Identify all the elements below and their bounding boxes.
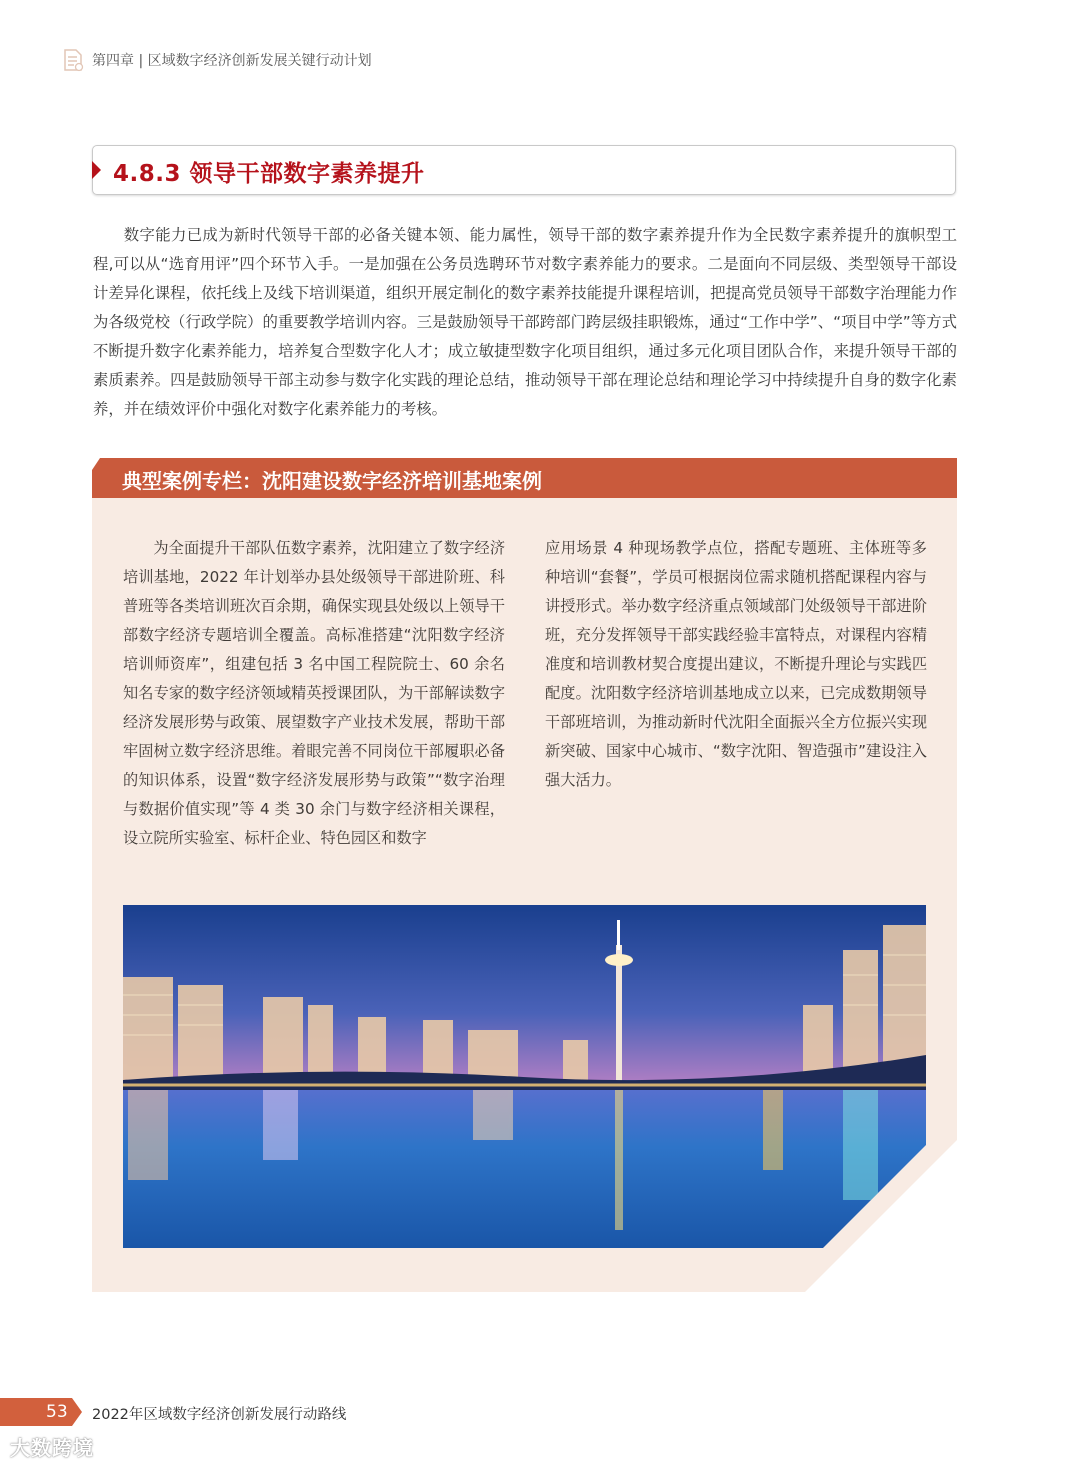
section-heading-box (92, 145, 956, 195)
watermark-logo: 大数跨境 (10, 1436, 94, 1460)
case-right-column: 应用场景 4 种现场教学点位，搭配专题班、主体班等多种培训“套餐”，学员可根据岗位需求随机搭配课程内容与讲授形式。举办数字经济重点领域部门处级领导干部进阶班，充分发挥领导干部实践经验丰富特点，对课程内容精准度和培训教材契合度提出建议，不断提升理论与实践匹配度。沈阳数字经济培训基地成立以来，已完成数期领导干部班培训，为推动新时代沈阳全面振兴全方位振兴实现新突破、国家中心城市、“数字沈阳、智造强市”建设注入强大活力。 (545, 539, 927, 789)
document-icon (62, 48, 84, 72)
case-left-column: 为全面提升干部队伍数字素养，沈阳建立了数字经济培训基地，2022 年计划举办县处级领导干部进阶班、科普班等各类培训班次百余期，确保实现县处级以上领导干部数字经济专题培训全覆盖。高标准搭建“沈阳数字经济培训师资库”，组建包括 3 名中国工程院院士、60 余名知名专家的数字经济领域精英授课团队，为干部解读数字经济发展形势与政策、展望数字产业技术发展，帮助干部牢固树立数字经济思维。着眼完善不同岗位干部履职必备的知识体系，设置“数字经济发展形势与政策”“数字治理与数据价值实现”等 4 类 30 余门与数字经济相关课程，设立院所实验室、标杆企业、特色园区和数字 (123, 539, 505, 847)
chapter-title: 第四章 | 区域数字经济创新发展关键行动计划 (92, 53, 372, 69)
section-title: 4.8.3 领导干部数字素养提升 (113, 161, 425, 187)
shenyang-night-skyline-photo (123, 905, 926, 1248)
body-paragraph: 数字能力已成为新时代领导干部的必备关键本领、能力属性，领导干部的数字素养提升作为全民数字素养提升的旗帜型工程,可以从“选育用评”四个环节入手。一是加强在公务员选聘环节对数字素养能力的要求。二是面向不同层级、类型领导干部设计差异化课程，依托线上及线下培训渠道，组织开展定制化的数字素养技能提升课程培训，把提高党员领导干部数字治理能力作为各级党校（行政学院）的重要教学培训内容。三是鼓励领导干部跨部门跨层级挂职锻炼，通过“工作中学”、“项目中学”等方式不断提升数字化素养能力，培养复合型数字化人才；成立敏捷型数字化项目组织，通过多元化项目团队合作，来提升领导干部的素质素养。四是鼓励领导干部主动参与数字化实践的理论总结，推动领导干部在理论总结和理论学习中持续提升自身的数字化素养，并在绩效评价中强化对数字化素养能力的考核。 (93, 226, 957, 418)
footer-title: 2022年区域数字经济创新发展行动路线 (92, 1407, 347, 1423)
chapter-header (62, 48, 372, 72)
page-number: 53 (46, 1402, 68, 1422)
case-title: 典型案例专栏：沈阳建设数字经济培训基地案例 (122, 469, 542, 493)
case-study-box (92, 458, 957, 1292)
page-number-tab (0, 1398, 82, 1426)
triangle-marker-icon (92, 161, 101, 179)
